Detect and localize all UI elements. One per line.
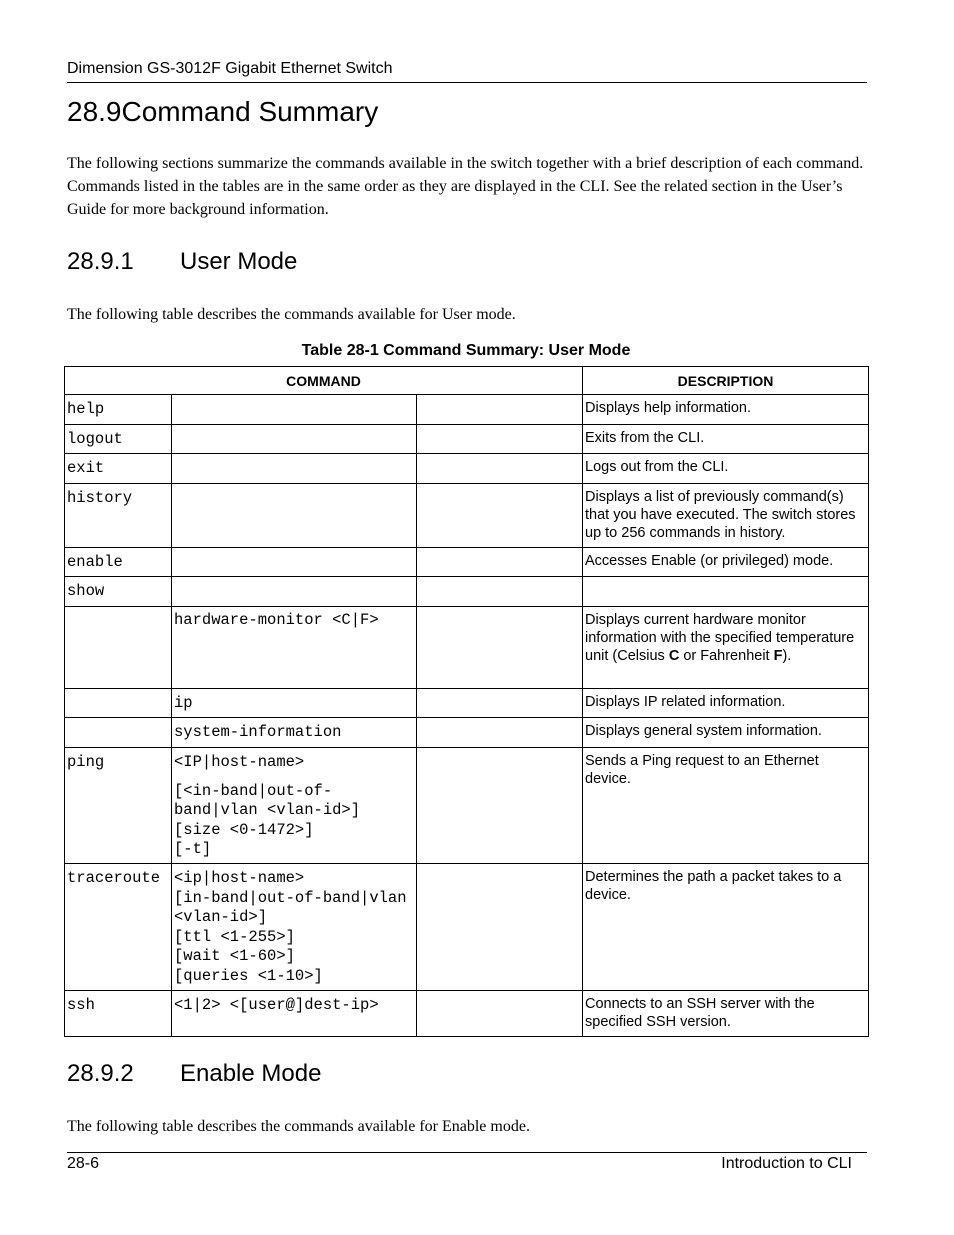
argument-options: [<in-band|out-of-band|vlan <vlan-id>] [size <0-1472>] [-t] <box>174 781 361 858</box>
empty-cell <box>417 718 583 748</box>
enable-mode-description: The following table describes the commands available for Enable mode. <box>67 1118 530 1135</box>
table-row <box>65 689 869 718</box>
description-cell: Connects to an SSH server with the specified SSH version. <box>583 991 869 1037</box>
empty-cell <box>417 548 583 577</box>
description-cell: Displays general system information. <box>583 718 869 748</box>
table-row <box>65 484 869 548</box>
empty-cell <box>417 991 583 1037</box>
table-row <box>65 607 869 689</box>
celsius-unit: C <box>668 648 680 664</box>
footer-rule <box>67 1152 867 1153</box>
footer-chapter-title: Introduction to CLI <box>721 1155 852 1172</box>
subsection-title: User Mode <box>180 248 298 275</box>
subsection-number: 28.9.1 <box>67 248 134 275</box>
description-text: or Fahrenheit <box>679 648 774 664</box>
description-cell: Displays IP related information. <box>583 689 869 718</box>
command-cell: help <box>65 395 172 425</box>
section-intro: The following sections summarize the commands available in the switch together with a brief description of each command. Commands listed in the tables are in the same order as they are displayed in the CLI. See the related section in the User’s Guide for more background information. <box>67 155 864 218</box>
description-cell: Exits from the CLI. <box>583 425 869 454</box>
command-cell: ssh <box>65 991 172 1037</box>
argument-cell: system-information <box>172 718 417 748</box>
empty-cell <box>417 425 583 454</box>
empty-cell <box>417 689 583 718</box>
command-cell: ping <box>65 748 172 864</box>
table-row <box>65 395 869 425</box>
empty-cell <box>417 454 583 484</box>
argument-cell <box>172 454 417 484</box>
subsection-title: Enable Mode <box>180 1060 322 1087</box>
command-cell <box>65 689 172 718</box>
table-row <box>65 425 869 454</box>
argument-cell <box>172 395 417 425</box>
command-cell: exit <box>65 454 172 484</box>
empty-cell <box>417 484 583 548</box>
table-row <box>65 864 869 991</box>
argument-cell: <1|2> <[user@]dest-ip> <box>172 991 417 1037</box>
table-row <box>65 718 869 748</box>
command-cell <box>65 607 172 689</box>
table-row <box>65 454 869 484</box>
empty-cell <box>417 395 583 425</box>
empty-cell <box>417 607 583 689</box>
argument-cell: ip <box>172 689 417 718</box>
empty-cell <box>417 577 583 607</box>
argument-cell <box>172 425 417 454</box>
table-header-row <box>65 367 869 395</box>
section-title <box>67 96 378 128</box>
page-number: 28-6 <box>67 1155 100 1172</box>
command-cell: logout <box>65 425 172 454</box>
empty-cell <box>417 748 583 864</box>
section-number: 28.9 <box>67 96 122 127</box>
argument-line: <IP|host-name> <box>174 753 305 771</box>
description-cell <box>583 607 869 689</box>
command-cell <box>65 718 172 748</box>
table-row <box>65 548 869 577</box>
header-rule <box>67 82 867 83</box>
description-cell: Sends a Ping request to an Ethernet device. <box>583 748 869 864</box>
description-cell: Accesses Enable (or privileged) mode. <box>583 548 869 577</box>
column-header-description: DESCRIPTION <box>583 367 869 395</box>
subsection-heading-user-mode <box>67 248 297 276</box>
empty-cell <box>417 864 583 991</box>
argument-cell <box>172 748 417 864</box>
description-text: ). <box>782 648 792 664</box>
fahrenheit-unit: F <box>773 648 783 664</box>
subsection-number: 28.9.2 <box>67 1060 134 1087</box>
command-cell: enable <box>65 548 172 577</box>
description-cell: Determines the path a packet takes to a device. <box>583 864 869 991</box>
description-cell <box>583 577 869 607</box>
subsection-heading-enable-mode <box>67 1060 321 1088</box>
table-row <box>65 748 869 864</box>
argument-cell: hardware-monitor <C|F> <box>172 607 417 689</box>
running-header: Dimension GS-3012F Gigabit Ethernet Switch <box>67 60 393 77</box>
command-cell: history <box>65 484 172 548</box>
section-title-text: Command Summary <box>121 96 379 127</box>
table-row <box>65 991 869 1037</box>
description-text: Displays current hardware monitor information with the specified temperature unit (Celsius <box>585 612 855 664</box>
argument-cell <box>172 548 417 577</box>
table-caption: Table 28-1 Command Summary: User Mode <box>301 342 631 359</box>
argument-cell: <ip|host-name> [in-band|out-of-band|vlan <vlan-id>] [ttl <1-255>] [wait <1-60>] [queries <1-10>] <box>172 864 417 991</box>
description-cell: Logs out from the CLI. <box>583 454 869 484</box>
argument-cell <box>172 577 417 607</box>
user-mode-description: The following table describes the commands available for User mode. <box>67 306 516 323</box>
column-header-command: COMMAND <box>65 367 583 395</box>
command-cell: show <box>65 577 172 607</box>
command-summary-table <box>64 366 869 1037</box>
description-cell: Displays help information. <box>583 395 869 425</box>
command-cell: traceroute <box>65 864 172 991</box>
argument-cell <box>172 484 417 548</box>
description-cell: Displays a list of previously command(s) that you have executed. The switch stores up to 256 commands in history. <box>583 484 869 548</box>
table-row <box>65 577 869 607</box>
